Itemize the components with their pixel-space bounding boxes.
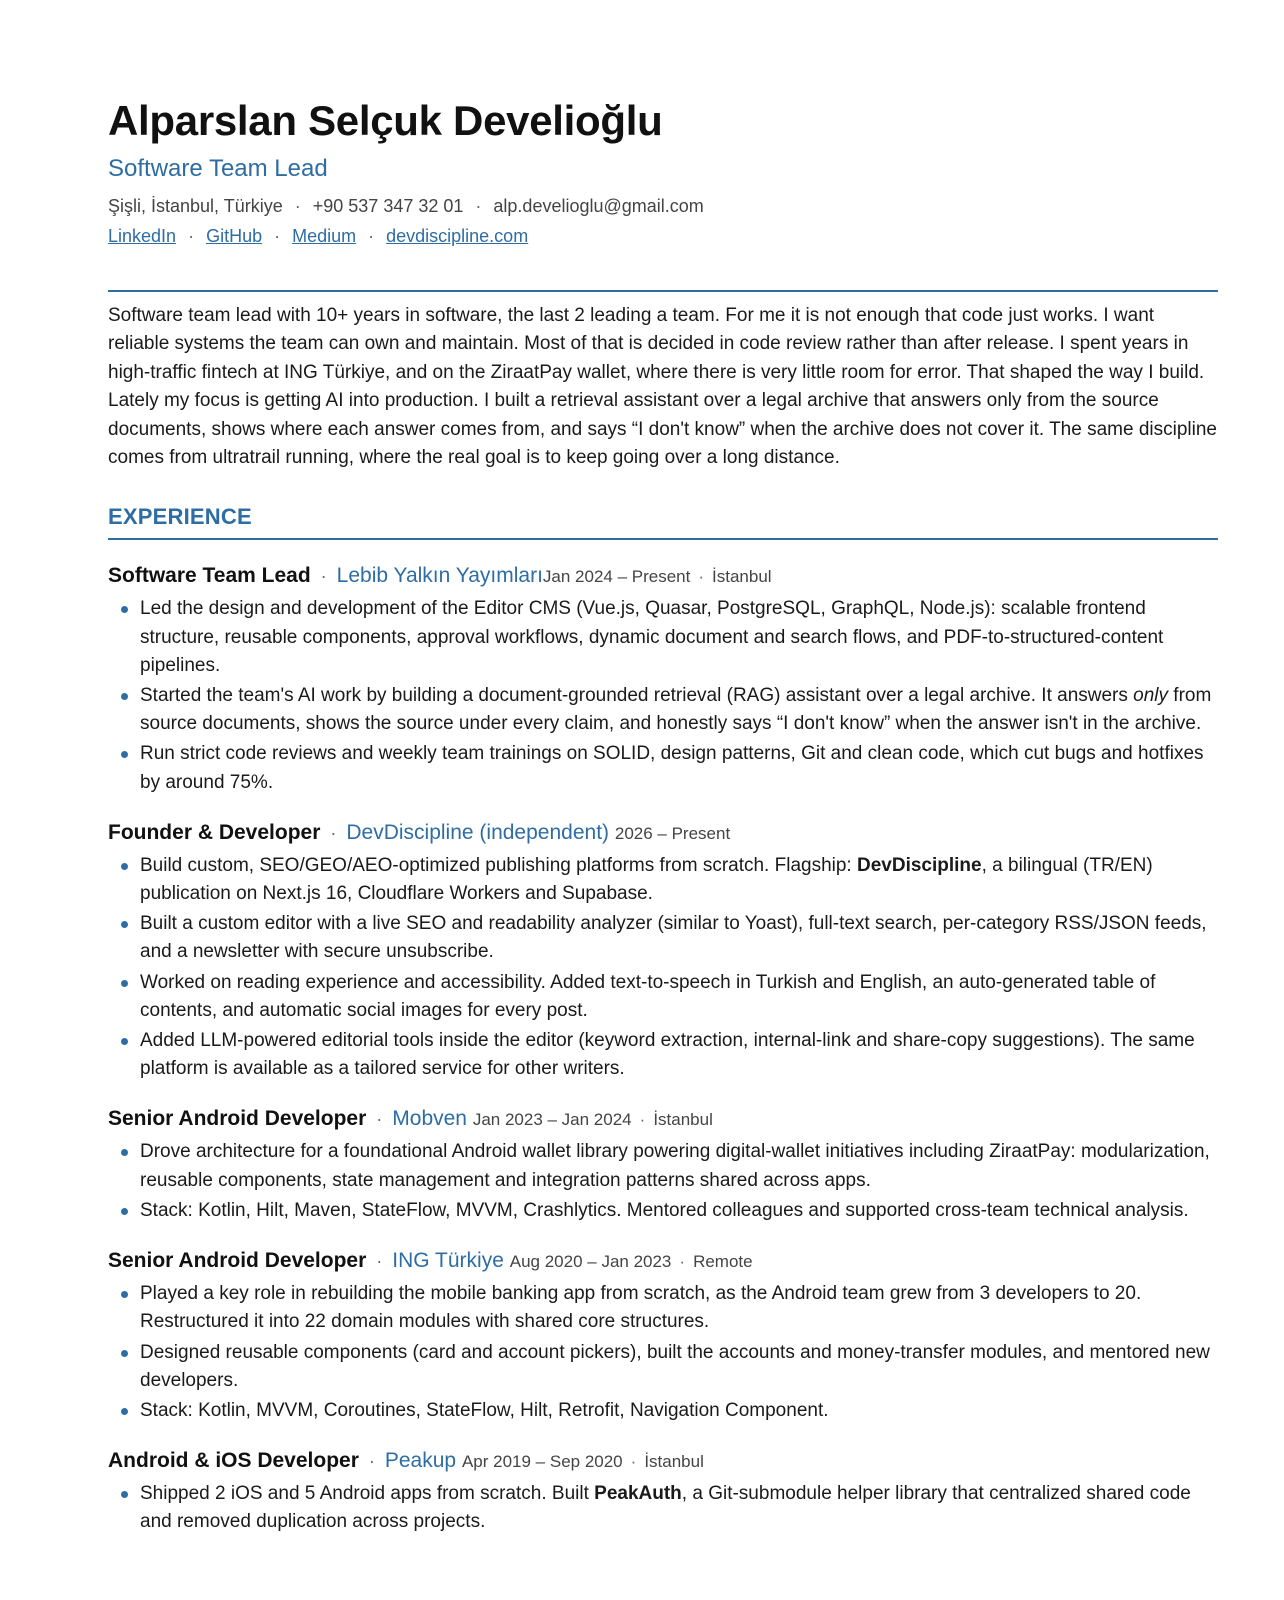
job-dates: Jan 2023 – Jan 2024 [472,1110,632,1130]
job-title: Android & iOS Developer [108,1449,359,1473]
email-text: alp.develioglu@gmail.com [493,196,704,216]
job-entry [108,1447,1218,1536]
bullet-item: Designed reusable components (card and account pickers), built the accounts and money-transfer modules, and mentored new developers. [140,1339,1218,1395]
separator: · [376,1109,383,1130]
job-entry [108,1105,1218,1225]
separator: · [294,196,301,216]
github-link[interactable]: GitHub [206,226,263,246]
summary-paragraph: Software team lead with 10+ years in software, the last 2 leading a team. For me it is not enough that code just works. I want reliable systems the team can own and maintain. Most of that is decided in code review rather than after release. I spent years in high-traffic fintech at ING Türkiye, and on the ZiraatPay wallet, where there is very little room for error. That shaped the way I build. Lately my focus is getting AI into production. I built a retrieval assistant over a legal archive that answers only from the source documents, shows where each answer comes from, and says “I don't know” when the archive does not cover it. The same discipline comes from ultratrail running, where the real goal is to keep going over a long distance. [108,305,1217,469]
job-location: Remote [693,1252,753,1272]
bullet-bold: DevDiscipline [857,854,982,876]
job-location: İstanbul [712,567,772,587]
job-bullets [108,595,1218,796]
job-header [108,562,1218,591]
job-entry [108,1247,1218,1425]
job-header [108,1247,1218,1276]
section-divider [108,538,1218,540]
candidate-name: Alparslan Selçuk Develioğlu [108,97,663,144]
job-dates: Jan 2024 – Present [542,567,691,587]
phone-text: +90 537 347 32 01 [312,196,464,216]
bullet-text: , a bilingual (TR/EN) publication on Next.js 16, Cloudflare Workers and Supabase. [140,854,1153,905]
job-company: DevDiscipline (independent) [346,820,610,844]
medium-link[interactable]: Medium [292,226,357,246]
job-location: İstanbul [653,1110,713,1130]
job-company: Mobven [392,1107,467,1131]
experience-heading: EXPERIENCE [108,504,252,530]
separator: · [188,226,195,246]
bullet-item [140,852,1218,908]
separator: · [330,822,337,843]
bullet-text: , a Git-submodule helper library that centralized shared code and removed duplication across projects. [140,1483,1191,1533]
separator: · [368,1451,375,1472]
bullet-emphasis: only [1133,685,1169,707]
separator: · [698,567,705,587]
separator: · [679,1252,686,1272]
separator: · [376,1251,383,1272]
bullet-text: from source documents, shows the source under every claim, and honestly says “I don't know” when the answer isn't in the archive. [140,685,1212,735]
bullet-item [140,1480,1218,1536]
job-bullets [108,1280,1218,1425]
job-title: Senior Android Developer [108,1107,367,1131]
job-location: İstanbul [644,1452,704,1472]
job-dates: Apr 2019 – Sep 2020 [461,1452,623,1472]
contact-line [108,194,1218,218]
job-company: ING Türkiye [392,1249,504,1273]
job-header [108,1447,1218,1476]
linkedin-link[interactable]: LinkedIn [108,226,177,246]
separator: · [274,226,281,246]
job-dates: 2026 – Present [614,823,731,843]
job-title: Founder & Developer [108,820,321,844]
job-header [108,819,1218,848]
job-title: Senior Android Developer [108,1249,367,1273]
bullet-text: Build custom, SEO/GEO/AEO-optimized publishing platforms from scratch. Flagship: [140,854,857,876]
job-bullets [108,852,1218,1084]
bullet-item: Drove architecture for a foundational Android wallet library powering digital-wallet initiatives including ZiraatPay: modularization, reusable components, state management and integration patterns shared across apps. [140,1138,1218,1194]
profile-links [108,224,1218,248]
bullet-item: Led the design and development of the Editor CMS (Vue.js, Quasar, PostgreSQL, GraphQL, Node.js): scalable frontend structure, reusable components, approval workflows, dynamic document and search flows, and PDF-to-structured-content pipelines. [140,595,1218,680]
bullet-item: Stack: Kotlin, Hilt, Maven, StateFlow, MVVM, Crashlytics. Mentored colleagues and supported cross-team technical analysis. [140,1197,1218,1225]
job-entry [108,562,1218,796]
job-entry [108,819,1218,1084]
bullet-item: Added LLM-powered editorial tools inside the editor (keyword extraction, internal-link and share-copy suggestions). The same platform is available as a tailored service for other writers. [140,1027,1218,1083]
bullet-item: Played a key role in rebuilding the mobile banking app from scratch, as the Android team grew from 3 developers to 20. Restructured it into 22 domain modules with shared core structures. [140,1280,1218,1336]
bullet-item: Run strict code reviews and weekly team trainings on SOLID, design patterns, Git and clean code, which cut bugs and hotfixes by around 75%. [140,740,1218,796]
separator: · [630,1452,637,1472]
job-company: Lebib Yalkın Yayımları [336,564,543,588]
job-bullets [108,1138,1218,1225]
job-header [108,1105,1218,1134]
bullet-text: Shipped 2 iOS and 5 Android apps from scratch. Built [140,1483,595,1505]
job-dates: Aug 2020 – Jan 2023 [509,1252,672,1272]
bullet-item: Worked on reading experience and accessibility. Added text-to-speech in Turkish and English, an auto-generated table of contents, and automatic social images for every post. [140,969,1218,1025]
location-text: Şişli, İstanbul, Türkiye [108,196,283,216]
job-company: Peakup [384,1449,457,1473]
bullet-item: Stack: Kotlin, MVVM, Coroutines, StateFlow, Hilt, Retrofit, Navigation Component. [140,1397,1218,1425]
separator: · [475,196,482,216]
job-bullets [108,1480,1218,1536]
job-title: Software Team Lead [108,564,311,588]
bullet-bold: PeakAuth [594,1483,682,1505]
bullet-text: Started the team's AI work by building a document-grounded retrieval (RAG) assistant over a legal archive. It answers [140,685,1134,707]
separator: · [368,226,375,246]
separator: · [320,566,327,587]
bullet-item [140,682,1218,738]
bullet-item: Built a custom editor with a live SEO and readability analyzer (similar to Yoast), full-text search, per-category RSS/JSON feeds, and a newsletter with secure unsubscribe. [140,910,1218,966]
header-divider [108,290,1218,292]
website-link[interactable]: devdiscipline.com [386,226,529,246]
candidate-role: Software Team Lead [108,155,328,182]
separator: · [639,1110,646,1130]
